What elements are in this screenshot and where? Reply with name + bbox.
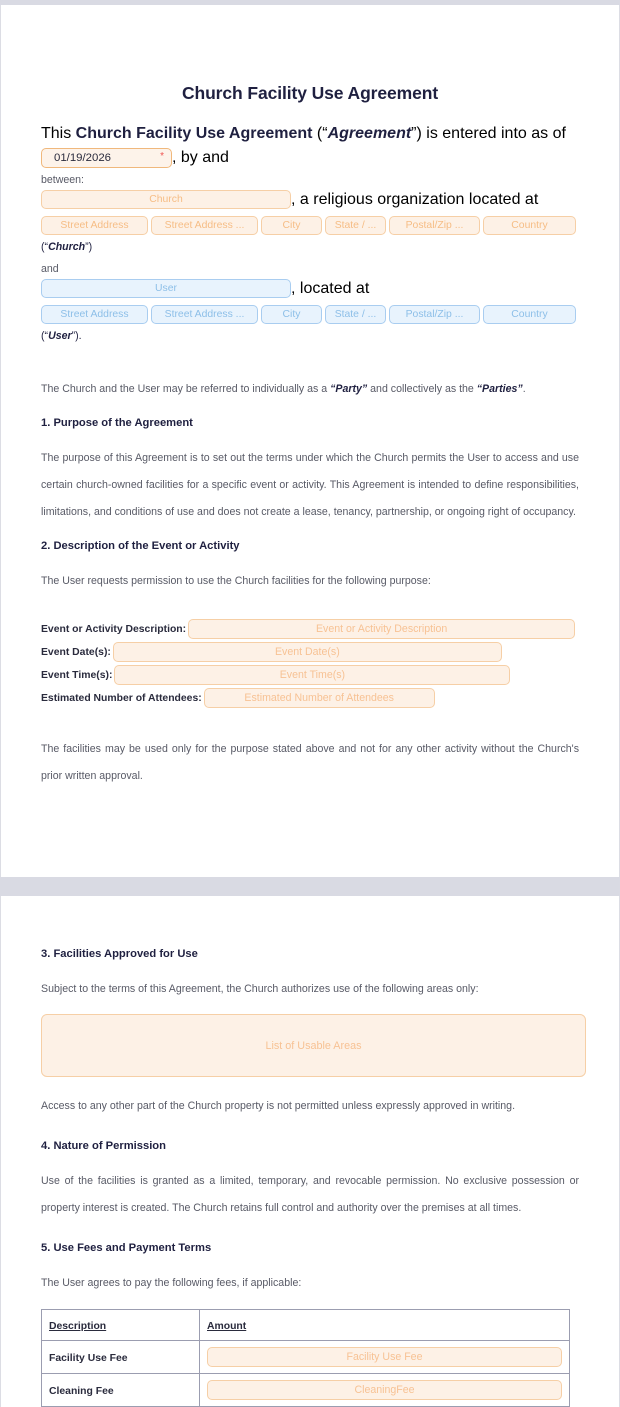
section-1-body: The purpose of this Agreement is to set out the terms under which the Church permits the User to access and use certain church-owned facilities for a specific event or activity. This Agreement is intended to define responsibilities, limitations, and conditions of use and does not create a lease, tenancy, partnership, or ongoing right of occupancy.: [41, 452, 579, 518]
section-3-heading: 3. Facilities Approved for Use: [41, 948, 198, 960]
parties-text-end: .: [522, 383, 526, 395]
church-street2-input[interactable]: Street Address ...: [151, 216, 258, 235]
church-defined-term: [41, 241, 579, 253]
section-5-body: The User agrees to pay the following fees, if applicable:: [41, 1277, 302, 1289]
fee-table: [41, 1309, 570, 1407]
intro-agreement-bold: Church Facility Use Agreement: [75, 125, 313, 142]
cell-cleaning-fee-amount: [200, 1374, 570, 1407]
section-2-body: The User requests permission to use the Church facilities for the following purpose:: [41, 575, 431, 587]
document-page-1: [0, 5, 620, 877]
event-description-row: [41, 619, 579, 639]
user-address-row: [41, 305, 579, 324]
section-4-heading: 4. Nature of Permission: [41, 1140, 166, 1152]
parties-paragraph: [41, 376, 579, 403]
parties-parties-term: “Parties”: [476, 383, 523, 395]
section-4-body: Use of the facilities is granted as a limited, temporary, and revocable permission. No exclusive possession or property interest is created. The Church retains full control and authority over the premises at all times.: [41, 1175, 579, 1214]
cleaning-fee-label: Cleaning Fee: [49, 1386, 114, 1397]
event-description-label: Event or Activity Description:: [41, 623, 187, 635]
church-name-input[interactable]: Church: [41, 190, 291, 209]
user-street2-input[interactable]: Street Address ...: [151, 305, 258, 324]
agreement-date-value: 01/19/2026: [54, 151, 112, 164]
church-address-row: [41, 216, 579, 235]
user-term-word: User: [48, 330, 72, 342]
page-title: Church Facility Use Agreement: [181, 83, 439, 103]
header-amount-label: Amount: [207, 1321, 247, 1332]
event-times-input[interactable]: Event Time(s): [114, 665, 510, 685]
intro-paren-open: (“: [312, 125, 328, 142]
church-term-word: Church: [48, 241, 86, 253]
user-city-input[interactable]: City: [261, 305, 322, 324]
church-country-input[interactable]: Country: [483, 216, 576, 235]
church-name-row: [41, 188, 579, 212]
and-label: and: [41, 263, 59, 275]
intro-line: [41, 122, 579, 170]
cell-facility-use-fee-amount: [200, 1341, 570, 1374]
parties-text-pre: The Church and the User may be referred to individually as a: [41, 383, 331, 395]
intro-text-tail: , by and: [172, 149, 229, 166]
intro-text-lead: This: [41, 125, 76, 142]
user-name-row: [41, 277, 579, 301]
event-dates-row: [41, 642, 579, 662]
cell-facility-use-fee-label: [42, 1341, 200, 1374]
user-name-input[interactable]: User: [41, 279, 291, 298]
facility-use-fee-label: Facility Use Fee: [49, 1353, 128, 1364]
section-1-heading: 1. Purpose of the Agreement: [41, 417, 193, 429]
header-cell-description: [42, 1310, 200, 1341]
header-description-label: Description: [49, 1321, 107, 1332]
table-row: [42, 1341, 570, 1374]
attendees-input[interactable]: Estimated Number of Attendees: [204, 688, 435, 708]
user-located-text: , located at: [291, 280, 370, 297]
church-term-close: ”): [85, 241, 93, 253]
church-located-text: , a religious organization located at: [291, 191, 539, 208]
document-page-2: [0, 896, 620, 1407]
section-3-closing: Access to any other part of the Church property is not permitted unless expressly approved in writing.: [41, 1100, 516, 1112]
table-header-row: [42, 1310, 570, 1341]
user-street1-input[interactable]: Street Address: [41, 305, 148, 324]
required-asterisk-icon: *: [160, 150, 164, 162]
church-postal-input[interactable]: Postal/Zip ...: [389, 216, 480, 235]
page-break-divider: [0, 877, 620, 896]
facility-use-fee-input[interactable]: Facility Use Fee: [207, 1347, 562, 1367]
usable-areas-textarea[interactable]: List of Usable Areas: [41, 1014, 586, 1077]
cell-cleaning-fee-label: [42, 1374, 200, 1407]
header-cell-amount: [200, 1310, 570, 1341]
church-city-input[interactable]: City: [261, 216, 322, 235]
user-term-close: ”).: [71, 330, 82, 342]
event-description-input[interactable]: Event or Activity Description: [188, 619, 575, 639]
intro-paren-close: ”) is entered into as of: [411, 125, 566, 142]
section-5-heading: 5. Use Fees and Payment Terms: [41, 1242, 212, 1254]
user-postal-input[interactable]: Postal/Zip ...: [389, 305, 480, 324]
church-street1-input[interactable]: Street Address: [41, 216, 148, 235]
church-state-input[interactable]: State / ...: [325, 216, 386, 235]
parties-text-mid: and collectively as the: [367, 383, 477, 395]
section-2-heading: 2. Description of the Event or Activity: [41, 540, 240, 552]
section-3-body: Subject to the terms of this Agreement, the Church authorizes use of the following areas only:: [41, 983, 479, 995]
attendees-label: Estimated Number of Attendees:: [41, 692, 202, 704]
agreement-date-field[interactable]: [41, 148, 172, 168]
intro-agreement-italic: Agreement: [327, 125, 412, 142]
user-state-input[interactable]: State / ...: [325, 305, 386, 324]
between-label: between:: [41, 174, 84, 186]
event-times-label: Event Time(s):: [41, 669, 113, 681]
event-times-row: [41, 665, 579, 685]
user-defined-term: [41, 330, 579, 342]
section-2-closing: The facilities may be used only for the purpose stated above and not for any other activity without the Church's prior written approval.: [41, 743, 579, 782]
cleaning-fee-input[interactable]: CleaningFee: [207, 1380, 562, 1400]
user-term-open: (“: [41, 330, 49, 342]
church-term-open: (“: [41, 241, 49, 253]
user-country-input[interactable]: Country: [483, 305, 576, 324]
event-details-field-list: [41, 619, 579, 708]
attendees-row: [41, 688, 579, 708]
parties-party-term: “Party”: [330, 383, 368, 395]
event-dates-label: Event Date(s):: [41, 646, 111, 658]
event-dates-input[interactable]: Event Date(s): [113, 642, 502, 662]
table-row: [42, 1374, 570, 1407]
